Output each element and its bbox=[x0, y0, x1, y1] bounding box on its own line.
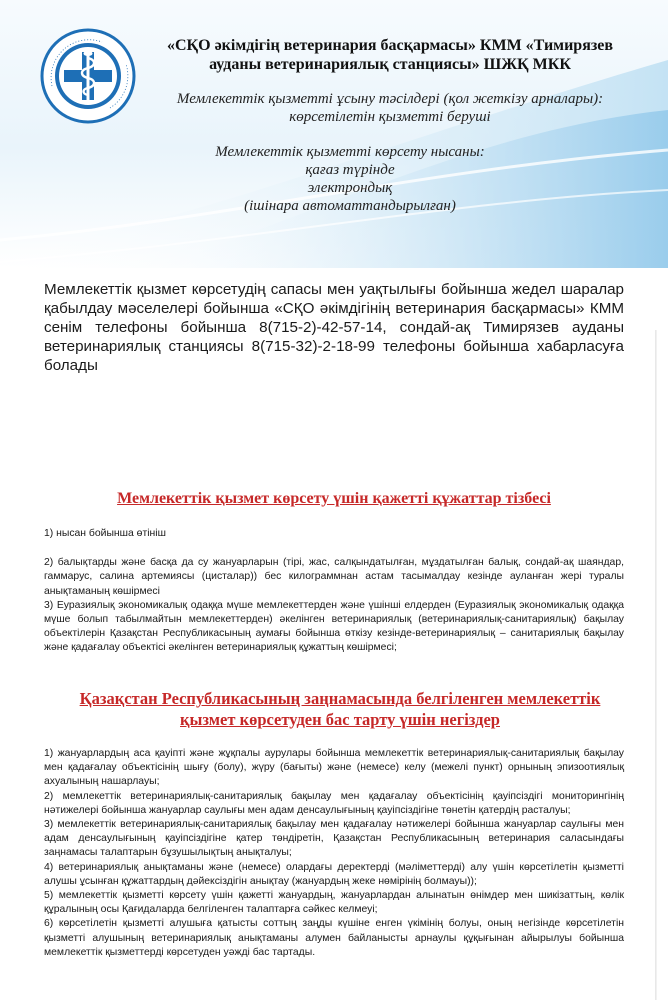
refusal-heading bbox=[60, 688, 620, 730]
organization-title-line-1: «СҚО әкімдігің ветеринария басқармасы» КММ «Тимирязев bbox=[166, 37, 614, 54]
refusal-list bbox=[44, 747, 624, 960]
refusal-heading-line-1: Қазақстан Республикасының заңнамасында белгіленген мемлекеттік bbox=[79, 689, 601, 708]
list-item: 3) мемлекеттік ветеринариялық-санитариялық бақылау мен қадағалау нәтижелері бойынша жануарлар саулығы мен адам денсаулығының қауіпсіздігіне қатер төндіретін, Қазақстан Республикасының ветеринария саласындағы заңнамасы талаптарын бұзушылықтың анықталуы; bbox=[44, 819, 624, 859]
list-item: 1) жануарлардың аса қауіпті және жұқпалы аурулары бойынша мемлекеттік ветеринариялық-санитариялық бақылау мен қадағалау объектісінің шығу (болу), жүру (бағыты) және (немесе) келу (межелі пункт) орнының эпизоотиялық ахуалының нашарлауы; bbox=[44, 748, 624, 788]
list-item: 1) нысан бойынша өтініш bbox=[44, 528, 166, 539]
documents-list bbox=[44, 527, 624, 656]
list-item: 6) көрсетілетін қызметті алушыға қатысты соттың заңды күшіне енген үкімінің болуы, оның негізінде көрсетілетін қызметті алушының ветеринариялық анықтаманы алумен байланысты арнаулы құқығынан айырылуы бойынша мемлекеттік қызметтерді көрсетуден уәжді бас тартады. bbox=[44, 918, 624, 958]
delivery-methods-label: Мемлекеттік қызметті ұсыну тәсілдері (қол жеткізу арналары): bbox=[176, 91, 604, 107]
delivery-methods bbox=[140, 90, 640, 126]
service-form-item-paper: қағаз түрінде bbox=[305, 162, 395, 178]
organization-title bbox=[140, 36, 640, 74]
service-form-item-electronic: электрондық bbox=[307, 180, 393, 196]
organization-title-line-2: ауданы ветеринариялық станциясы» ШЖҚ МКК bbox=[209, 56, 571, 73]
service-form-label: Мемлекеттік қызметті көрсету нысаны: bbox=[215, 144, 485, 160]
service-form-block bbox=[140, 143, 560, 215]
delivery-methods-value: көрсетілетін қызметті беруші bbox=[289, 109, 491, 125]
veterinary-station-logo bbox=[40, 28, 136, 124]
list-item: 2) балықтарды және басқа да су жануарларын (тірі, жас, салқындатылған, мұздатылған балық, сондай-ақ шаяндар, гаммарус, салина артемиясы (цисталар)) бес килограммнан астам тасымалдау кезінде ауланған жері туралы анықтаманың көшірмесі bbox=[44, 557, 624, 597]
list-item: 2) мемлекеттік ветеринариялық-санитариялық бақылау мен қадағалау объектісінің қауіпсіздігі мониторингінің нәтижелері бойынша жануарлар саулығы мен адам денсаулығының қауіпсіздігіне төнетін қатердің расталуы; bbox=[44, 790, 624, 816]
refusal-heading-line-2: қызмет көрсетуден бас тарту үшін негіздер bbox=[180, 710, 500, 729]
service-form-item-automated: (ішінара автоматтандырылған) bbox=[244, 198, 456, 214]
list-item: 3) Еуразиялық экономикалық одаққа мүше мемлекеттерден және үшінші елдерден (Еуразиялық экономикалық одаққа мүше болып табылмайтын мемлекеттерден) әкелінген ветеринариялық (ветеринариялық-санитариялық) бақылау объектілерін Қазақстан Республикасының аумағы бойынша өткізу кезінде-ветеринариялық – санитариялық бақылау және қадағалау объектісі әкелінген ветеринариялық құжаттың көшірмесі; bbox=[44, 599, 624, 654]
hotline-paragraph: Мемлекеттік қызмет көрсетудің сапасы мен уақтылығы бойынша жедел шаралар қабылдау мәселелері бойынша «СҚО әкімдігінің ветеринария басқармасы» КММ сенім телефоны бойынша 8(715-2)-42-57-14, сондай-ақ Тимирязев ауданы ветеринариялық станциясы 8(715-32)-2-18-99 телефоны бойынша хабарласуға болады bbox=[44, 281, 624, 374]
documents-heading: Мемлекеттік қызмет көрсету үшін қажетті құжаттар тізбесі bbox=[117, 490, 551, 507]
scan-edge-divider bbox=[655, 330, 657, 1000]
list-item: 4) ветеринариялық анықтаманы және (немесе) олардағы деректерді (мәліметтерді) алу үшін көрсетілетін қызметті алушы ұсынған құжаттардың дәйексіздігін анықтау (жануардың жеке нөмірінің болмауы)); bbox=[44, 861, 624, 887]
veterinary-station-emblem-icon bbox=[40, 28, 136, 124]
list-item: 5) мемлекеттік қызметті көрсету үшін қажетті жануардың, жануарлардан алынатын өнімдер мен шикізаттың, көлік құралының осы Қағидаларда белгіленген талаптарға сәйкес келмеуі; bbox=[44, 890, 624, 916]
